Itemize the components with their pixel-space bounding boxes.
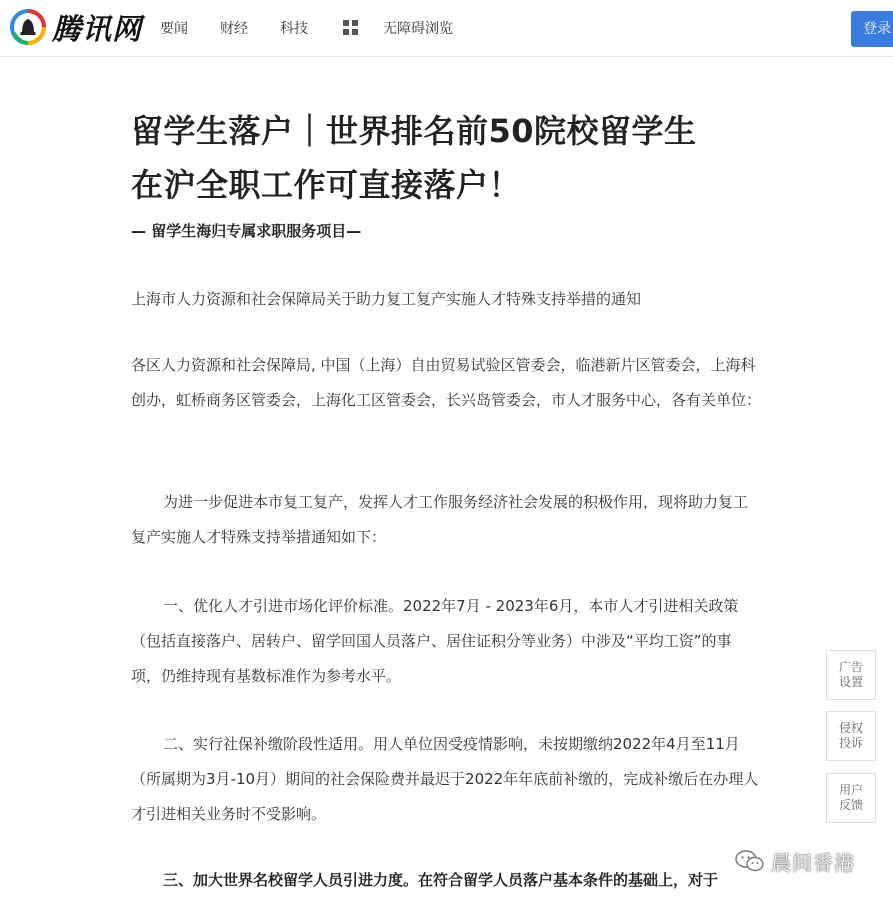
nav-item-label: 财经 [220, 21, 248, 37]
login-button[interactable]: 登录 [851, 11, 893, 47]
ad-settings-label: 广告设置 [838, 660, 863, 689]
nav-item-label: 要闻 [160, 21, 188, 37]
site-logo[interactable] [10, 7, 142, 47]
tencent-logo-icon [10, 9, 46, 45]
article-title [131, 104, 771, 212]
nav-item-news[interactable] [160, 0, 188, 56]
nav-item-label: 科技 [280, 21, 308, 37]
watermark-text: 晨间香港 [771, 850, 855, 875]
nav-item-tech[interactable] [280, 0, 308, 56]
paragraph-item-2: 二、实行社保补缴阶段性适用。用人单位因受疫情影响，未按期缴纳2022年4月至11月（所属期为3月-10月）期间的社会保险费并最迟于2022年年底前补缴的，完成补缴后在办理人才引进相关业务时不受影响。 [131, 735, 759, 823]
article-subtitle: — 留学生海归专属求职服务项目— [131, 222, 362, 240]
logo-text: 腾讯网 [52, 11, 143, 46]
paragraph-item-3: 三、加大世界名校留学人员引进力度。在符合留学人员落户基本条件的基础上，对于 [163, 871, 719, 889]
wechat-icon [735, 849, 765, 873]
ad-settings-button[interactable] [826, 650, 876, 700]
title-line-2: 在沪全职工作可直接落户！ [131, 166, 522, 204]
paragraph-recipients: 各区人力资源和社会保障局, 中国（上海）自由贸易试验区管委会，临港新片区管委会，上海科创办，虹桥商务区管委会，上海化工区管委会，长兴岛管委会，市人才服务中心，各有关单位： [131, 356, 762, 409]
title-line-1: 留学生落户｜世界排名前50院校留学生 [131, 112, 697, 150]
paragraph-intro: 为进一步促进本市复工复产，发挥人才工作服务经济社会发展的积极作用，现将助力复工复产实施人才特殊支持举措通知如下： [131, 493, 749, 546]
grid-menu-icon[interactable] [343, 20, 359, 36]
paragraph-notice-title: 上海市人力资源和社会保障局关于助力复工复产实施人才特殊支持举措的通知 [131, 290, 642, 308]
accessibility-link[interactable] [383, 0, 453, 56]
accessibility-label: 无障碍浏览 [383, 21, 453, 37]
nav-item-finance[interactable] [220, 0, 248, 56]
watermark [735, 846, 855, 876]
feedback-label: 用户反馈 [838, 783, 863, 812]
feedback-button[interactable] [826, 773, 876, 823]
report-label: 侵权投诉 [838, 721, 863, 750]
top-bar [0, 0, 893, 57]
paragraph-item-1: 一、优化人才引进市场化评价标准。2022年7月 - 2023年6月，本市人才引进相关政策（包括直接落户、居转户、留学回国人员落户、居住证积分等业务）中涉及“平均工资”的事项，仍维持现有基数标准作为参考水平。 [131, 597, 739, 685]
report-button[interactable] [826, 711, 876, 761]
